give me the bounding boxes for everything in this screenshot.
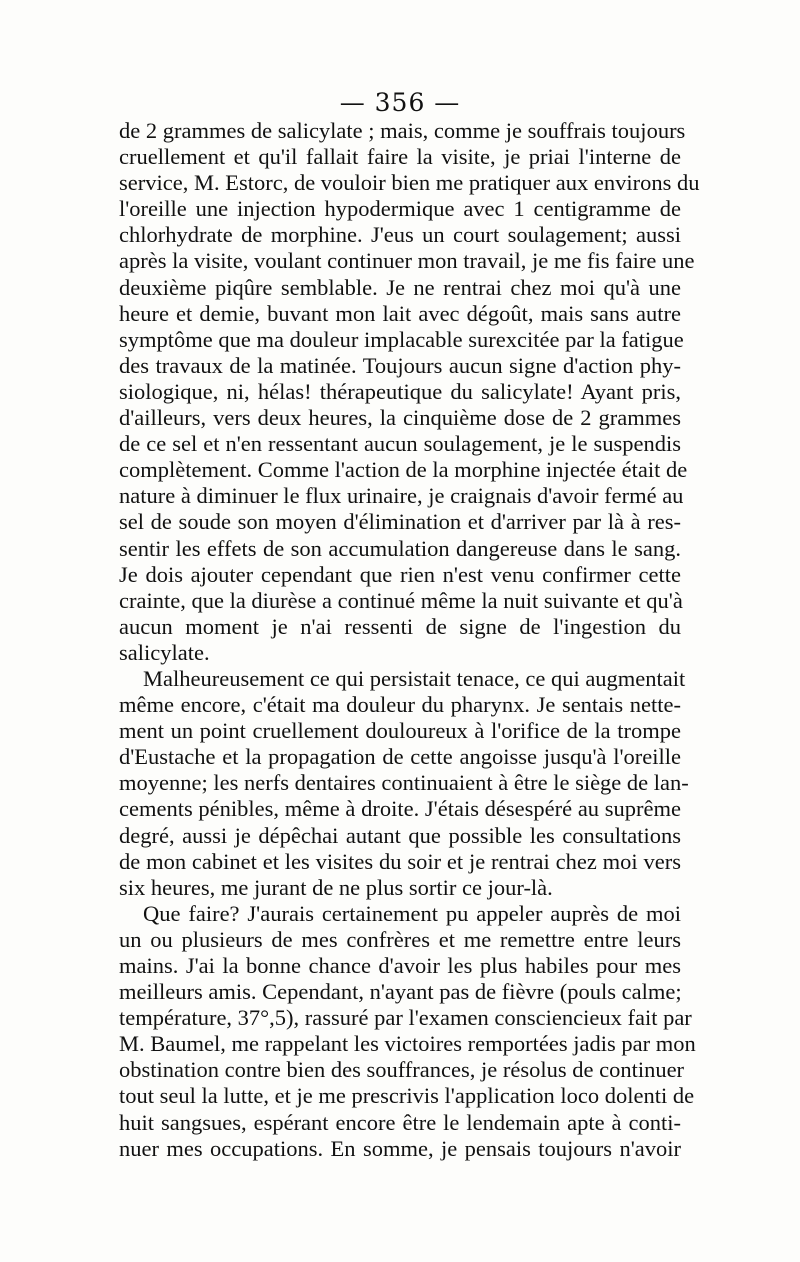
- text-line: symptôme que ma douleur implacable surexcitée par la fatigue: [119, 326, 684, 352]
- text-line: tout seul la lutte, et je me prescrivis l'application loco dolenti de: [119, 1083, 695, 1109]
- text-line: huit sangsues, espérant encore être le lendemain apte à conti-: [119, 1109, 681, 1135]
- text-line: Que faire? J'aurais certainement pu appeler auprès de moi: [143, 900, 681, 926]
- body-text: [119, 118, 700, 1162]
- text-line: des travaux de la matinée. Toujours aucun signe d'action phy-: [119, 352, 681, 378]
- text-line: complètement. Comme l'action de la morphine injectée était de: [119, 457, 688, 483]
- text-line: heure et demie, buvant mon lait avec dégoût, mais sans autre: [119, 300, 681, 326]
- text-line: meilleurs amis. Cependant, n'ayant pas de fièvre (pouls calme;: [119, 979, 682, 1005]
- text-line: crainte, que la diurèse a continué même la nuit suivante et qu'à: [119, 587, 683, 613]
- text-line: cements pénibles, même à droite. J'étais désespéré au suprême: [119, 796, 681, 822]
- page-number: — 356 —: [339, 88, 461, 117]
- text-line: Je dois ajouter cependant que rien n'est venu confirmer cette: [119, 561, 681, 587]
- text-line: mains. J'ai la bonne chance d'avoir les plus habiles pour mes: [119, 953, 681, 978]
- text-line: sel de soude son moyen d'élimination et d'arriver par là à res-: [119, 509, 681, 535]
- text-line: d'Eustache et la propagation de cette angoisse jusqu'à l'oreille: [119, 744, 681, 770]
- text-line: deuxième piqûre semblable. Je ne rentrai chez moi qu'à une: [119, 274, 681, 300]
- text-line: même encore, c'était ma douleur du pharynx. Je sentais nette-: [119, 692, 681, 718]
- text-line: un ou plusieurs de mes confrères et me remettre entre leurs: [119, 926, 681, 952]
- text-line: de 2 grammes de salicylate ; mais, comme je souffrais toujours: [119, 118, 686, 143]
- text-line: nature à diminuer le flux urinaire, je craignais d'avoir fermé au: [119, 483, 684, 509]
- text-line: l'oreille une injection hypodermique avec 1 centigramme de: [119, 196, 681, 222]
- text-line: de mon cabinet et les visites du soir et je rentrai chez moi vers: [119, 848, 681, 874]
- text-line: degré, aussi je dépêchai autant que possible les consultations: [119, 822, 681, 848]
- text-line: après la visite, voulant continuer mon travail, je me fis faire une: [119, 248, 695, 274]
- text-line: Malheureusement ce qui persistait tenace, ce qui augmentait: [143, 665, 686, 691]
- text-line: obstination contre bien des souffrances, je résolus de continuer: [119, 1057, 685, 1083]
- text-line: sentir les effets de son accumulation dangereuse dans le sang.: [119, 535, 681, 561]
- text-line: de ce sel et n'en ressentant aucun soulagement, je le suspendis: [119, 431, 681, 457]
- text-line: moyenne; les nerfs dentaires continuaient à être le siège de lan-: [119, 770, 689, 796]
- text-line: nuer mes occupations. En somme, je pensais toujours n'avoir: [119, 1135, 681, 1161]
- text-line: siologique, ni, hélas! thérapeutique du salicylate! Ayant pris,: [119, 378, 681, 404]
- text-line: service, M. Estorc, de vouloir bien me pratiquer aux environs du: [119, 170, 700, 196]
- text-line: salicylate.: [119, 639, 210, 665]
- text-line: température, 37°,5), rassuré par l'examen consciencieux fait par: [119, 1005, 692, 1031]
- text-line: chlorhydrate de morphine. J'eus un court soulagement; aussi: [119, 222, 681, 248]
- text-line: ment un point cruellement douloureux à l'orifice de la trompe: [119, 718, 681, 744]
- text-line: aucun moment je n'ai ressenti de signe de l'ingestion du: [119, 613, 681, 639]
- text-line: d'ailleurs, vers deux heures, la cinquième dose de 2 grammes: [119, 405, 681, 431]
- text-line: six heures, me jurant de ne plus sortir ce jour-là.: [119, 874, 553, 900]
- text-line: cruellement et qu'il fallait faire la visite, je priai l'interne de: [119, 144, 681, 170]
- text-line: M. Baumel, me rappelant les victoires remportées jadis par mon: [119, 1031, 696, 1057]
